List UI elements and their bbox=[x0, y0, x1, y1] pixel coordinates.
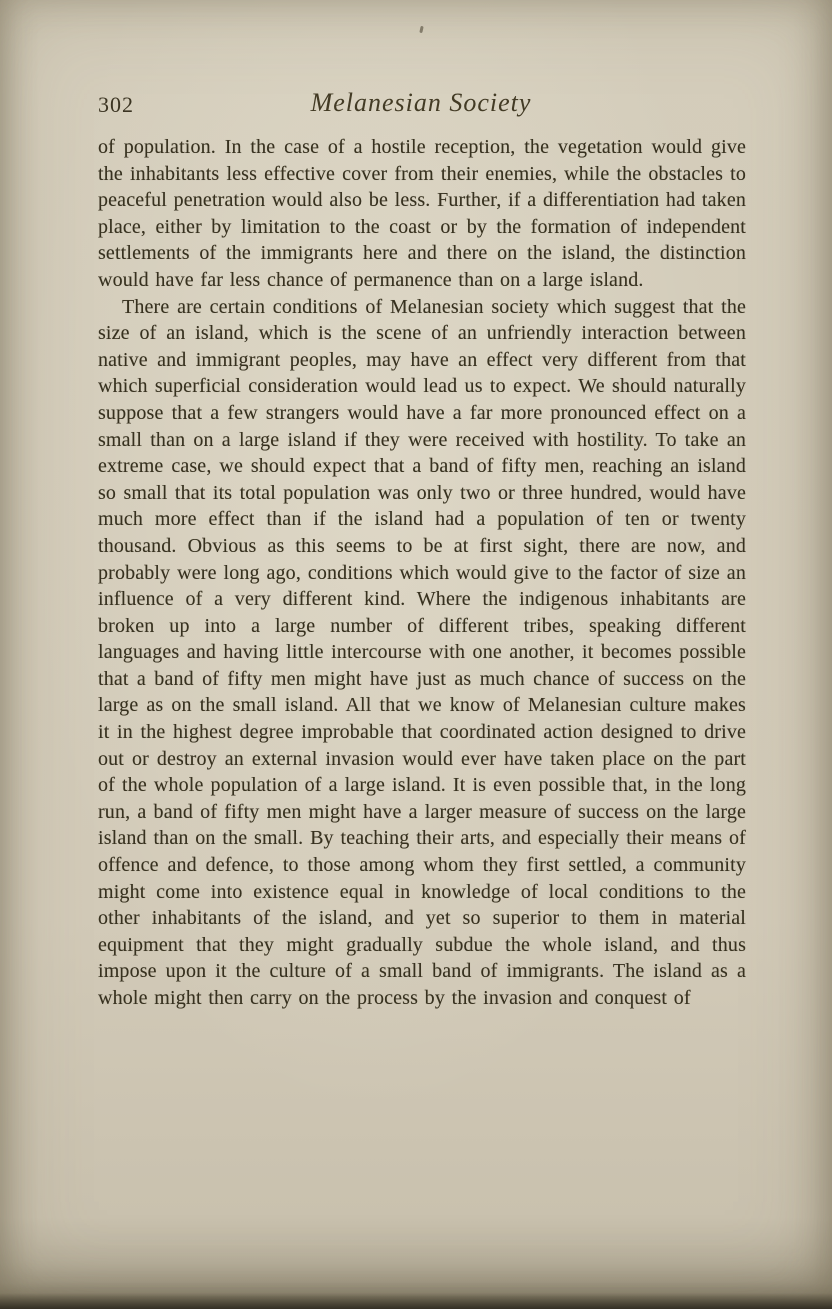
page-bottom-edge bbox=[0, 1293, 832, 1309]
paragraph: There are certain conditions of Melanesian society which suggest that the size of an island, which is the scene of an unfriendly interaction between native and immigrant peoples, may have an effect very different from that which superficial consideration would lead us to expect. We should naturally suppose that a few strangers would have a far more pronounced effect on a small than on a large island if they were received with hostility. To take an extreme case, we should expect that a band of fifty men, reaching an island so small that its total population was only two or three hundred, would have much more effect than if the island had a population of ten or twenty thousand. Obvious as this seems to be at first sight, there are now, and probably were long ago, conditions which would give to the factor of size an influence of a very different kind. Where the indigenous inhabitants are broken up into a large number of different tribes, speaking different languages and having little intercourse with one another, it becomes possible that a band of fifty men might have just as much chance of success on the large as on the small island. All that we know of Melanesian culture makes it in the highest degree improbable that coordinated action designed to drive out or destroy an external invasion would ever have taken place on the part of the whole population of a large island. It is even possible that, in the long run, a band of fifty men might have a larger measure of success on the large island than on the small. By teaching their arts, and especially their means of offence and defence, to those among whom they first settled, a community might come into existence equal in knowledge of local conditions to the other inhabitants of the island, and yet so superior to them in material equipment that they might gradually subdue the whole island, and thus impose upon it the culture of a small band of immigrants. The island as a whole might then carry on the process by the invasion and conquest of bbox=[98, 295, 746, 1009]
paragraph: of population. In the case of a hostile reception, the vegetation would give the inhabitants less effective cover from their enemies, while the obstacles to peaceful penetration would also be less. Further, if a differentiation had taken place, either by limitation to the coast or by the formation of independent settlements of the immigrants here and there on the island, the distinction would have far less chance of permanence than on a large island. bbox=[98, 136, 746, 291]
page-number: 302 bbox=[98, 92, 134, 117]
body-text bbox=[98, 134, 746, 1012]
running-title: Melanesian Society bbox=[310, 88, 532, 117]
running-header bbox=[98, 88, 744, 122]
scan-artifact bbox=[419, 26, 423, 33]
